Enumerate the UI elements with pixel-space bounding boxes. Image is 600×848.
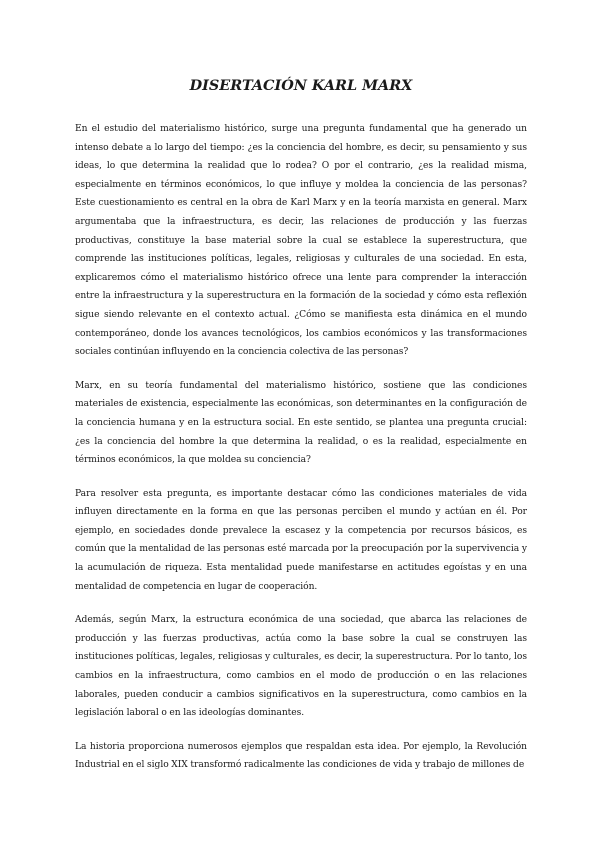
paragraph-economic-structure: Además, según Marx, la estructura económica de una sociedad, que abarca las relaciones de producción y las fuerzas productivas, actúa como la base sobre la cual se construyen las instituciones políticas, legales, religiosas y culturales, es decir, la superestructura. Por lo tanto, los cambios en la infraestructura, como cambios en el modo de producción o en las relaciones laborales, pueden conducir a cambios significativos en la superestructura, como cambios en la legislación laboral o en las ideologías dominantes. (75, 615, 527, 719)
paragraph-introduction: En el estudio del materialismo histórico, surge una pregunta fundamental que ha generado un intenso debate a lo largo del tiempo: ¿es la conciencia del hombre, es decir, su pensamiento y sus ideas, lo que determina la realidad que lo rodea? O por el contrario, ¿es la realidad misma, especialmente en términos económicos, lo que influye y moldea la conciencia de las personas? Este cuestionamiento es central en la obra de Karl Marx y en la teoría marxista en general. Marx argumentaba que la infraestructura, es decir, las relaciones de producción y las fuerzas productivas, constituye la base material sobre la cual se establece la superestructura, que comprende las instituciones políticas, legales, religiosas y culturales de una sociedad. En esta, explicaremos cómo el materialismo histórico ofrece una lente para comprender la interacción entre la infraestructura y la superestructura en la formación de la sociedad y cómo esta reflexión sigue siendo relevante en el contexto actual. ¿Cómo se manifiesta esta dinámica en el mundo contemporáneo, donde los avances tecnológicos, los cambios económicos y las transformaciones sociales continúan influyendo en la conciencia colectiva de las personas? (75, 124, 527, 358)
paragraph-material-conditions: Para resolver esta pregunta, es importante destacar cómo las condiciones materiales de vida influyen directamente en la forma en que las personas perciben el mundo y actúan en él. Por ejemplo, en sociedades donde prevalece la escasez y la competencia por recursos básicos, es común que la mentalidad de las personas esté marcada por la preocupación por la supervivencia y la acumulación de riqueza. Esta mentalidad puede manifestarse en actitudes egoístas y en una mentalidad de competencia en lugar de cooperación. (75, 488, 527, 592)
document-page (75, 76, 527, 790)
document-title: DISERTACIÓN KARL MARX (189, 77, 413, 94)
paragraph-historical-examples: La historia proporciona numerosos ejemplos que respaldan esta idea. Por ejemplo, la Revolución Industrial en el siglo XIX transformó radicalmente las condiciones de vida y trabajo de millones de (75, 741, 527, 771)
paragraph-materialism-theory: Marx, en su teoría fundamental del materialismo histórico, sostiene que las condiciones materiales de existencia, especialmente las económicas, son determinantes en la configuración de la conciencia humana y en la estructura social. En este sentido, se plantea una pregunta crucial: ¿es la conciencia del hombre la que determina la realidad, o es la realidad, especialmente en términos económicos, la que moldea su conciencia? (75, 380, 527, 466)
